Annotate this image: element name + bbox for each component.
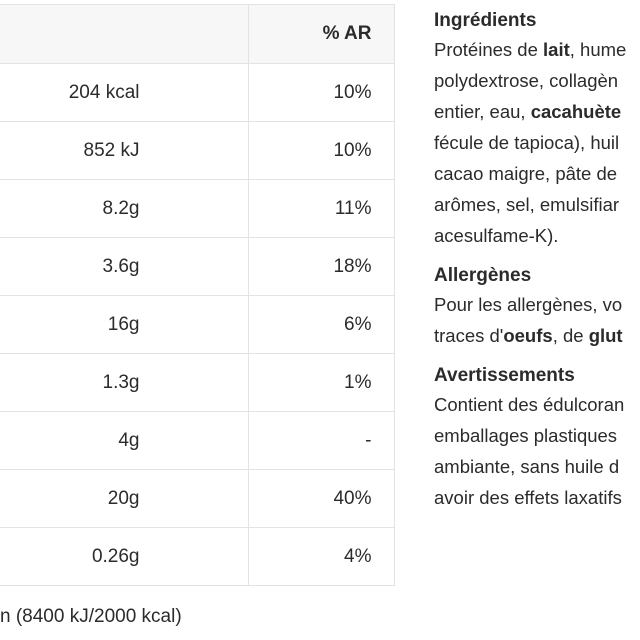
row-value: 20g: [0, 470, 248, 528]
ingredients-text: fécule de tapioca), huil: [434, 132, 620, 153]
allergens-section: [434, 263, 640, 351]
table-row: [0, 180, 394, 238]
product-info-column: [434, 8, 640, 513]
ingredients-line: [434, 65, 640, 96]
allergen-highlight: cacahuète: [530, 101, 622, 122]
ingredients-line: [434, 34, 640, 65]
row-value: 852 kJ: [0, 122, 248, 180]
row-ar: 40%: [248, 470, 394, 528]
table-header-row: [0, 5, 394, 64]
allergen-highlight: lait: [543, 39, 570, 60]
ingredients-section: [434, 8, 640, 251]
table-row: [0, 528, 394, 586]
warnings-line: ambiante, sans huile d: [434, 456, 620, 477]
warnings-line: Contient des édulcoran: [434, 394, 625, 415]
ingredients-text: polydextrose, collagèn: [434, 70, 619, 91]
table-row: [0, 122, 394, 180]
row-value: 4g: [0, 412, 248, 470]
ingredients-line: [434, 96, 640, 127]
table-row: [0, 412, 394, 470]
ingredients-line: [434, 189, 640, 220]
ingredients-line: [434, 220, 640, 251]
ingredients-text: Protéines de: [434, 39, 544, 60]
ingredients-text: , hume: [569, 39, 627, 60]
reference-intake-footnote: n (8400 kJ/2000 kcal): [0, 606, 182, 627]
row-ar: 1%: [248, 354, 394, 412]
nutrition-table: [0, 4, 395, 586]
ingredients-text: acesulfame-K).: [434, 225, 559, 246]
header-value-cell: [0, 5, 248, 64]
table-row: [0, 470, 394, 528]
allergen-highlight: oeufs: [503, 325, 553, 346]
row-ar: 11%: [248, 180, 394, 238]
table-row: [0, 238, 394, 296]
table-row: [0, 354, 394, 412]
row-value: 3.6g: [0, 238, 248, 296]
allergens-line: Pour les allergènes, vo: [434, 294, 623, 315]
warnings-section: [434, 363, 640, 513]
warnings-heading: Avertissements: [434, 365, 575, 386]
warnings-line: avoir des effets laxatifs: [434, 487, 622, 508]
ingredients-line: [434, 158, 640, 189]
row-ar: 10%: [248, 64, 394, 122]
row-ar: 18%: [248, 238, 394, 296]
row-value: 0.26g: [0, 528, 248, 586]
ingredients-line: [434, 127, 640, 158]
ingredients-text: cacao maigre, pâte de: [434, 163, 618, 184]
allergens-line: [434, 320, 640, 351]
row-value: 1.3g: [0, 354, 248, 412]
row-value: 16g: [0, 296, 248, 354]
allergens-heading: Allergènes: [434, 265, 532, 286]
row-ar: -: [248, 412, 394, 470]
row-ar: 4%: [248, 528, 394, 586]
table-row: [0, 296, 394, 354]
row-value: 204 kcal: [0, 64, 248, 122]
header-ar: % AR: [248, 5, 394, 64]
table-row: [0, 64, 394, 122]
row-ar: 6%: [248, 296, 394, 354]
ingredients-text: arômes, sel, emulsifiar: [434, 194, 620, 215]
ingredients-text: entier, eau,: [434, 101, 531, 122]
allergens-text: , de: [552, 325, 589, 346]
warnings-line: emballages plastiques: [434, 425, 618, 446]
allergen-highlight: glut: [588, 325, 623, 346]
allergens-text: traces d': [434, 325, 504, 346]
ingredients-heading: Ingrédients: [434, 10, 537, 31]
row-ar: 10%: [248, 122, 394, 180]
row-value: 8.2g: [0, 180, 248, 238]
